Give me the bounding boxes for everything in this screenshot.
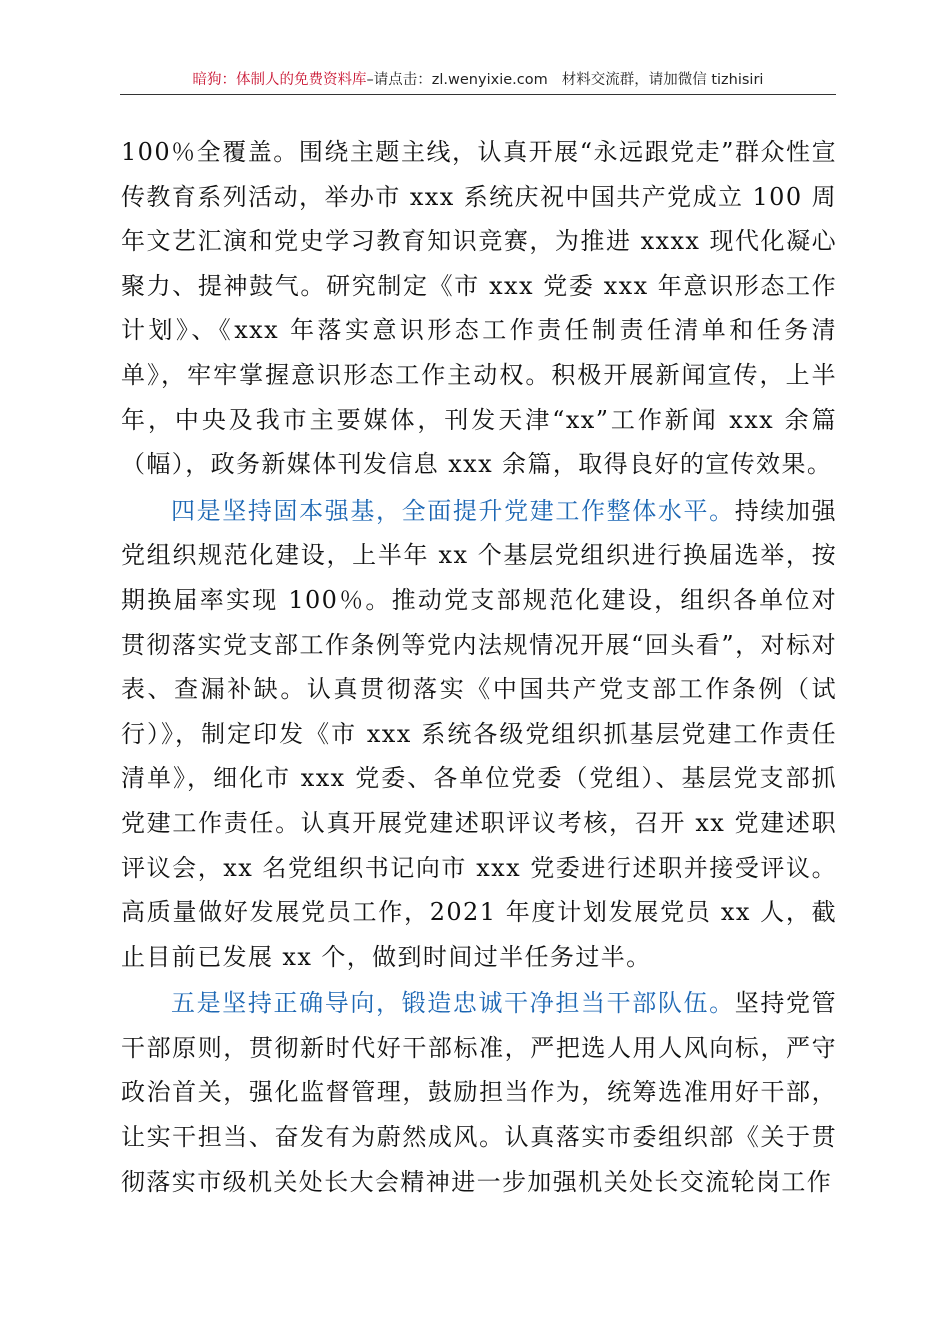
paragraph-section-five bbox=[121, 981, 837, 1204]
paragraph-continuation bbox=[121, 130, 837, 487]
paragraph-text: 坚持党管干部原则，贯彻新时代好干部标准，严把选人用人风向标，严守政治首关，强化监督管理，鼓励担当作为，统筹选准用好干部，让实干担当、奋发有为蔚然成风。认真落实市委组织部《关于贯彻落实市级机关处长大会精神进一步加强机关处长交流轮岗工作 bbox=[121, 989, 837, 1196]
paragraph-section-four bbox=[121, 489, 837, 980]
paragraph-text: 持续加强党组织规范化建设，上半年 xx 个基层党组织进行换届选举，按期换届率实现 100％。推动党支部规范化建设，组织各单位对贯彻落实党支部工作条例等党内法规情况开展“回头看”，对标对表、查漏补缺。认真贯彻落实《中国共产党支部工作条例（试行）》，制定印发《市 xxx 系统各级党组织抓基层党建工作责任清单》，细化市 xxx 党委、各单位党委（党组）、基层党支部抓党建工作责任。认真开展党建述职评议考核，召开 xx 党建述职评议会，xx 名党组织书记向市 xxx 党委进行述职并接受评议。高质量做好发展党员工作，2021 年度计划发展党员 xx 人，截止目前已发展 xx 个，做到时间过半任务过半。 bbox=[121, 496, 837, 971]
header-url-link[interactable]: zl.wenyixie.com bbox=[431, 72, 548, 88]
document-body bbox=[121, 130, 837, 1204]
header-click-prefix: –请点击： bbox=[366, 72, 432, 88]
header-brand: 暗狗：体制人的免费资料库 bbox=[192, 72, 367, 88]
header-contact: 材料交流群，请加微信 tizhisiri bbox=[561, 72, 764, 88]
paragraph-text: 100％全覆盖。围绕主题主线，认真开展“永远跟党走”群众性宣传教育系列活动，举办市 xxx 系统庆祝中国共产党成立 100 周年文艺汇演和党史学习教育知识竞赛，为推进 xxxx 现代化凝心聚力、提神鼓气。研究制定《市 xxx 党委 xxx 年意识形态工作计划》、《xxx 年落实意识形态工作责任制责任清单和任务清单》，牢牢掌握意识形态工作主动权。积极开展新闻宣传，上半年，中央及我市主要媒体，刊发天津“xx”工作新闻 xxx 余篇（幅），政务新媒体刊发信息 xxx 余篇，取得良好的宣传效果。 bbox=[121, 138, 837, 479]
section-heading: 五是坚持正确导向，锻造忠诚干净担当干部队伍。 bbox=[171, 989, 735, 1018]
section-heading: 四是坚持固本强基，全面提升党建工作整体水平。 bbox=[171, 496, 735, 525]
page-header bbox=[120, 66, 836, 95]
